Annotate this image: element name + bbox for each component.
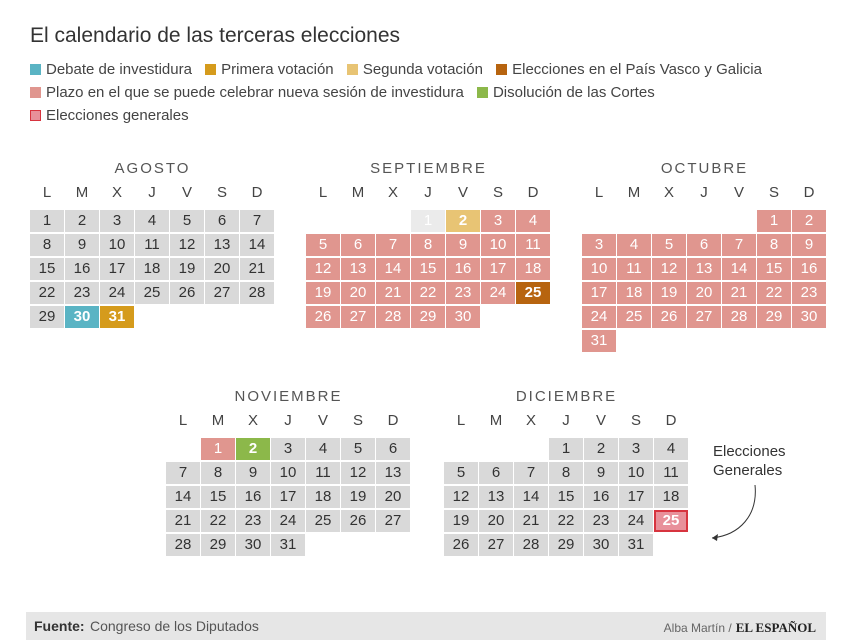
legend-swatch-plazo: [30, 87, 41, 98]
day-cell: 30: [236, 534, 270, 556]
day-cell: 24: [582, 306, 616, 328]
day-cell: 21: [514, 510, 548, 532]
weekday-label: J: [700, 184, 708, 201]
day-cell: 29: [757, 306, 791, 328]
day-cell: 9: [792, 234, 826, 256]
day-cell: 6: [341, 234, 375, 256]
day-cell: 19: [170, 258, 204, 280]
legend-swatch-debate: [30, 64, 41, 75]
day-cell: 27: [341, 306, 375, 328]
day-cell: 31: [619, 534, 653, 556]
day-cell: 18: [516, 258, 550, 280]
day-cell: 25: [617, 306, 651, 328]
weekday-label: L: [178, 412, 188, 429]
day-cell: 23: [584, 510, 618, 532]
legend-swatch-segunda: [347, 64, 358, 75]
day-cell: 18: [306, 486, 340, 508]
day-cell: 21: [240, 258, 274, 280]
day-cell: 27: [479, 534, 513, 556]
weekday-label: S: [216, 184, 227, 201]
day-cell: 14: [514, 486, 548, 508]
day-cell: 31: [582, 330, 616, 352]
day-cell: 5: [170, 210, 204, 232]
day-cell: 15: [30, 258, 64, 280]
day-cell: 13: [205, 234, 239, 256]
legend-swatch-disolucion: [477, 87, 488, 98]
day-cell: 6: [376, 438, 410, 460]
weekday-label: D: [527, 184, 539, 201]
day-cell: 2: [446, 210, 480, 232]
day-cell: 6: [205, 210, 239, 232]
day-cell: 16: [792, 258, 826, 280]
day-cell: 25: [654, 510, 688, 532]
day-cell: 3: [271, 438, 305, 460]
legend-swatch-primera: [205, 64, 216, 75]
legend-label-vasco: Elecciones en el País Vasco y Galicia: [512, 61, 762, 78]
day-cell: 17: [271, 486, 305, 508]
weekday-label: V: [317, 412, 328, 429]
day-cell: 16: [236, 486, 270, 508]
day-cell: 29: [30, 306, 64, 328]
day-cell: 19: [652, 282, 686, 304]
annotation-line-2: Generales: [713, 462, 783, 479]
legend: [30, 58, 850, 127]
day-cell: 10: [100, 234, 134, 256]
month-title: SEPTIEMBRE: [370, 160, 487, 177]
day-cell: 24: [271, 510, 305, 532]
day-cell: 20: [205, 258, 239, 280]
day-cell: 16: [446, 258, 480, 280]
weekday-label: S: [768, 184, 779, 201]
day-cell: 26: [652, 306, 686, 328]
day-cell: 6: [479, 462, 513, 484]
legend-label-generales: Elecciones generales: [46, 107, 189, 124]
day-cell: 19: [341, 486, 375, 508]
weekday-label: M: [75, 184, 89, 201]
day-cell: 5: [341, 438, 375, 460]
day-cell: 3: [582, 234, 616, 256]
day-cell: 12: [341, 462, 375, 484]
day-cell: 26: [170, 282, 204, 304]
day-cell: 27: [205, 282, 239, 304]
weekday-label: J: [148, 184, 156, 201]
weekday-label: X: [663, 184, 674, 201]
day-cell: 14: [240, 234, 274, 256]
day-cell: 15: [411, 258, 445, 280]
day-cell: 24: [619, 510, 653, 532]
day-cell: 7: [722, 234, 756, 256]
day-cell: 20: [479, 510, 513, 532]
weekday-label: L: [456, 412, 466, 429]
legend-item-segunda: [347, 58, 483, 81]
day-cell: 27: [687, 306, 721, 328]
day-cell: 21: [722, 282, 756, 304]
day-cell: 29: [549, 534, 583, 556]
source-text: Congreso de los Diputados: [90, 618, 259, 634]
day-cell: 28: [514, 534, 548, 556]
day-cell: 7: [240, 210, 274, 232]
day-cell: 11: [654, 462, 688, 484]
day-cell: 20: [341, 282, 375, 304]
month-title: DICIEMBRE: [515, 388, 618, 405]
day-cell: 4: [516, 210, 550, 232]
day-cell: 17: [100, 258, 134, 280]
day-cell: 5: [652, 234, 686, 256]
day-cell: 31: [100, 306, 134, 328]
day-cell: 3: [100, 210, 134, 232]
day-cell: 4: [654, 438, 688, 460]
legend-label-disolucion: Disolución de las Cortes: [492, 84, 655, 101]
day-cell: 13: [376, 462, 410, 484]
weekday-label: J: [562, 412, 570, 429]
day-cell: 23: [446, 282, 480, 304]
day-cell: 7: [514, 462, 548, 484]
footer: [26, 612, 826, 640]
day-cell: 25: [306, 510, 340, 532]
weekday-label: L: [594, 184, 604, 201]
legend-item-vasco: [496, 58, 762, 81]
day-cell: 26: [444, 534, 478, 556]
weekday-label: X: [247, 412, 258, 429]
day-cell: 22: [30, 282, 64, 304]
month-title: AGOSTO: [114, 160, 191, 177]
day-cell: 25: [135, 282, 169, 304]
day-cell: 3: [481, 210, 515, 232]
weekday-label: V: [733, 184, 744, 201]
day-cell: 15: [757, 258, 791, 280]
brand-logo: EL ESPAÑOL: [735, 620, 816, 635]
day-cell: 20: [687, 282, 721, 304]
day-cell: 4: [617, 234, 651, 256]
weekday-label: X: [525, 412, 536, 429]
day-cell: 13: [687, 258, 721, 280]
day-cell: 30: [584, 534, 618, 556]
day-cell: 11: [516, 234, 550, 256]
day-cell: 19: [444, 510, 478, 532]
weekday-label: X: [111, 184, 122, 201]
day-cell: 22: [411, 282, 445, 304]
day-cell: 14: [166, 486, 200, 508]
day-cell: 12: [170, 234, 204, 256]
day-cell: 8: [30, 234, 64, 256]
day-cell: 29: [201, 534, 235, 556]
annotation-line-1: Elecciones: [713, 443, 786, 460]
day-cell: 9: [446, 234, 480, 256]
day-cell: 7: [376, 234, 410, 256]
day-cell: 14: [722, 258, 756, 280]
weekday-label: J: [284, 412, 292, 429]
day-cell: 17: [582, 282, 616, 304]
day-cell: 12: [444, 486, 478, 508]
day-cell: 20: [376, 486, 410, 508]
day-cell: 8: [201, 462, 235, 484]
day-cell: 10: [481, 234, 515, 256]
day-cell: 26: [341, 510, 375, 532]
day-cell: 2: [236, 438, 270, 460]
weekday-label: D: [803, 184, 815, 201]
weekday-label: D: [665, 412, 677, 429]
day-cell: 2: [65, 210, 99, 232]
day-cell: 17: [619, 486, 653, 508]
day-cell: 25: [516, 282, 550, 304]
day-cell: 22: [757, 282, 791, 304]
day-cell: 22: [201, 510, 235, 532]
weekday-label: S: [630, 412, 641, 429]
weekday-label: S: [492, 184, 503, 201]
day-cell: 24: [100, 282, 134, 304]
weekday-label: M: [351, 184, 365, 201]
legend-item-disolucion: [477, 81, 655, 104]
month-title: OCTUBRE: [660, 160, 749, 177]
day-cell: 7: [166, 462, 200, 484]
weekday-label: V: [181, 184, 192, 201]
day-cell: 16: [65, 258, 99, 280]
day-cell: 13: [479, 486, 513, 508]
day-cell: 1: [549, 438, 583, 460]
day-cell: 4: [135, 210, 169, 232]
day-cell: 1: [30, 210, 64, 232]
weekday-label: D: [387, 412, 399, 429]
day-cell: 18: [654, 486, 688, 508]
legend-item-primera: [205, 58, 334, 81]
legend-label-primera: Primera votación: [221, 61, 334, 78]
weekday-label: L: [42, 184, 52, 201]
weekday-label: S: [352, 412, 363, 429]
day-cell: 14: [376, 258, 410, 280]
day-cell: 8: [549, 462, 583, 484]
day-cell: 6: [687, 234, 721, 256]
legend-label-plazo: Plazo en el que se puede celebrar nueva sesión de investidura: [46, 84, 464, 101]
credit: [664, 620, 816, 636]
day-cell: 12: [306, 258, 340, 280]
weekday-label: M: [627, 184, 641, 201]
day-cell: 16: [584, 486, 618, 508]
day-cell: 23: [792, 282, 826, 304]
month-title: NOVIEMBRE: [234, 388, 343, 405]
day-cell: 21: [376, 282, 410, 304]
day-cell: 8: [411, 234, 445, 256]
day-cell: 15: [201, 486, 235, 508]
day-cell: 13: [341, 258, 375, 280]
day-cell: 22: [549, 510, 583, 532]
source-label: Fuente:: [34, 618, 85, 634]
day-cell: 10: [619, 462, 653, 484]
day-cell: 5: [444, 462, 478, 484]
legend-item-debate: [30, 58, 192, 81]
day-cell: 30: [65, 306, 99, 328]
legend-label-debate: Debate de investidura: [46, 61, 192, 78]
annotation-elecciones-generales: [713, 442, 786, 480]
chart-title: El calendario de las terceras elecciones: [30, 24, 401, 47]
day-cell: 23: [236, 510, 270, 532]
day-cell: 27: [376, 510, 410, 532]
day-cell: 28: [240, 282, 274, 304]
day-cell: 3: [619, 438, 653, 460]
day-cell: 26: [306, 306, 340, 328]
day-cell: 9: [65, 234, 99, 256]
day-cell: 15: [549, 486, 583, 508]
weekday-label: M: [489, 412, 503, 429]
day-cell: 28: [166, 534, 200, 556]
day-cell: 5: [306, 234, 340, 256]
day-cell: 10: [271, 462, 305, 484]
day-cell: 24: [481, 282, 515, 304]
weekday-label: M: [211, 412, 225, 429]
legend-item-generales: [30, 104, 189, 127]
day-cell: 2: [584, 438, 618, 460]
day-cell: 2: [792, 210, 826, 232]
day-cell: 29: [411, 306, 445, 328]
weekday-label: V: [457, 184, 468, 201]
weekday-label: X: [387, 184, 398, 201]
weekday-label: V: [595, 412, 606, 429]
day-cell: 12: [652, 258, 686, 280]
day-cell: 21: [166, 510, 200, 532]
day-cell: 9: [236, 462, 270, 484]
legend-swatch-vasco: [496, 64, 507, 75]
day-cell: 10: [582, 258, 616, 280]
day-cell: 1: [201, 438, 235, 460]
day-cell: 30: [792, 306, 826, 328]
day-cell: 4: [306, 438, 340, 460]
weekday-label: J: [424, 184, 432, 201]
day-cell: 18: [617, 282, 651, 304]
day-cell: 1: [757, 210, 791, 232]
legend-item-plazo: [30, 81, 464, 104]
day-cell: 17: [481, 258, 515, 280]
day-cell: 19: [306, 282, 340, 304]
day-cell: 11: [135, 234, 169, 256]
day-cell: 1: [411, 210, 445, 232]
day-cell: 11: [617, 258, 651, 280]
day-cell: 28: [376, 306, 410, 328]
legend-label-segunda: Segunda votación: [362, 61, 483, 78]
day-cell: 9: [584, 462, 618, 484]
day-cell: 23: [65, 282, 99, 304]
day-cell: 28: [722, 306, 756, 328]
day-cell: 8: [757, 234, 791, 256]
author: Alba Martín /: [663, 621, 732, 635]
weekday-label: L: [318, 184, 328, 201]
weekday-label: D: [251, 184, 263, 201]
day-cell: 31: [271, 534, 305, 556]
legend-swatch-generales: [30, 110, 41, 121]
day-cell: 18: [135, 258, 169, 280]
annotation-arrow-icon: [700, 480, 770, 550]
day-cell: 30: [446, 306, 480, 328]
day-cell: 11: [306, 462, 340, 484]
